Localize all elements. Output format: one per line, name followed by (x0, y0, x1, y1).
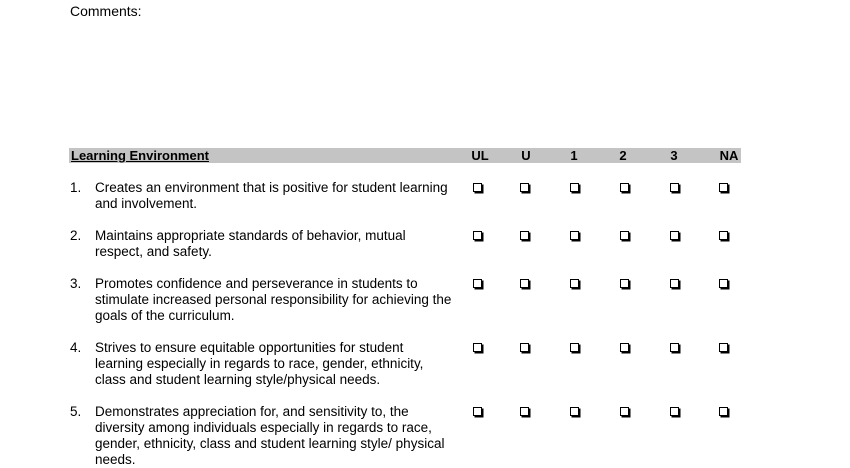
checkbox-icon[interactable] (473, 279, 482, 288)
column-header-u: U (521, 148, 531, 163)
column-header-1: 1 (570, 148, 578, 163)
checkbox-icon[interactable] (620, 279, 629, 288)
checkbox-icon[interactable] (670, 231, 679, 240)
checkbox-icon[interactable] (620, 407, 629, 416)
checkbox-icon[interactable] (719, 183, 728, 192)
criterion-text: Maintains appropriate standards of behavior, mutual respect, and safety. (95, 228, 406, 259)
criterion-text: Creates an environment that is positive for student learning and involvement. (95, 180, 448, 211)
checkbox-icon[interactable] (570, 407, 579, 416)
checkbox-icon[interactable] (620, 183, 629, 192)
checkbox-icon[interactable] (620, 231, 629, 240)
checkbox-icon[interactable] (570, 231, 579, 240)
column-header-na: NA (719, 148, 739, 163)
checkbox-icon[interactable] (520, 231, 529, 240)
criterion-number: 1. (70, 180, 82, 195)
criterion-text: Demonstrates appreciation for, and sensitivity to, the diversity among individuals especially in regards to race, gender, ethnicity, class and student learning style/ physical needs. (95, 404, 445, 467)
criterion-number: 3. (70, 276, 82, 291)
comments-label: Comments: (70, 3, 142, 19)
checkbox-icon[interactable] (719, 343, 728, 352)
checkbox-icon[interactable] (473, 343, 482, 352)
checkbox-icon[interactable] (520, 279, 529, 288)
checkbox-icon[interactable] (473, 231, 482, 240)
column-header-2: 2 (619, 148, 627, 163)
checkbox-icon[interactable] (719, 231, 728, 240)
checkbox-icon[interactable] (520, 407, 529, 416)
checkbox-icon[interactable] (570, 183, 579, 192)
checkbox-icon[interactable] (719, 407, 728, 416)
checkbox-icon[interactable] (473, 183, 482, 192)
checkbox-icon[interactable] (473, 407, 482, 416)
section-title: Learning Environment (71, 148, 209, 163)
checkbox-icon[interactable] (520, 343, 529, 352)
checkbox-icon[interactable] (670, 407, 679, 416)
criterion-text: Promotes confidence and perseverance in students to stimulate increased personal responsibility for achieving the goals of the curriculum. (95, 276, 452, 323)
checkbox-icon[interactable] (620, 343, 629, 352)
checkbox-icon[interactable] (670, 343, 679, 352)
checkbox-icon[interactable] (520, 183, 529, 192)
checkbox-icon[interactable] (670, 183, 679, 192)
criterion-number: 2. (70, 228, 82, 243)
checkbox-icon[interactable] (719, 279, 728, 288)
criterion-text: Strives to ensure equitable opportunities for student learning especially in regards to race, gender, ethnicity, class and student learning style/physical needs. (95, 340, 424, 387)
checkbox-icon[interactable] (670, 279, 679, 288)
column-header-3: 3 (670, 148, 678, 163)
criterion-number: 5. (70, 404, 82, 419)
criterion-number: 4. (70, 340, 82, 355)
column-header-ul: UL (471, 148, 489, 163)
checkbox-icon[interactable] (570, 279, 579, 288)
checkbox-icon[interactable] (570, 343, 579, 352)
